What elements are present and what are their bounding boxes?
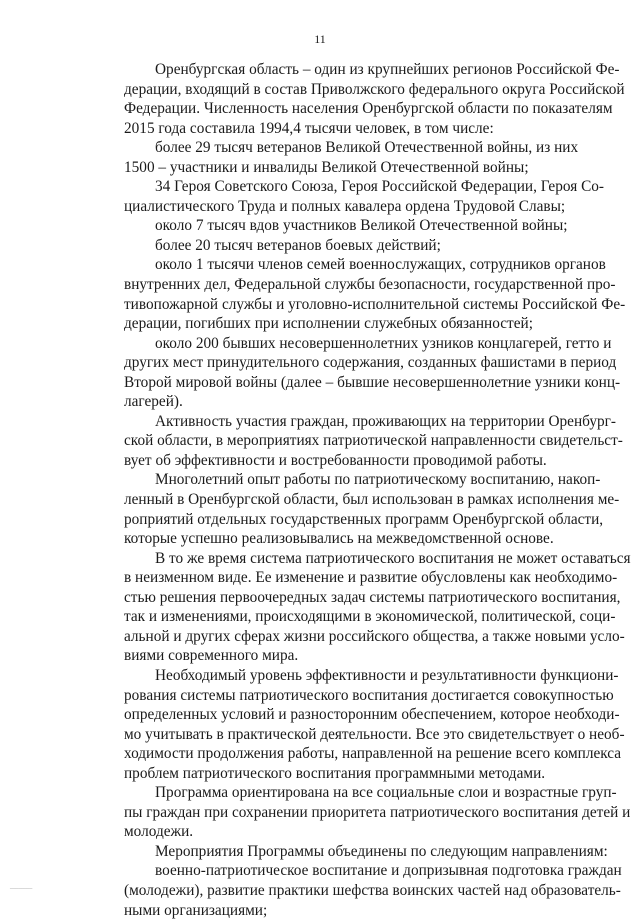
text-line: В то же время система патриотического воспитания не может оставаться [155,549,631,567]
text-line: Второй мировой войны (далее – бывшие несовершеннолетние узники конц- [124,373,621,391]
text-line: в неизменном виде. Ее изменение и развитие обусловлены как необходимо- [124,569,618,587]
paragraph [93,334,621,412]
text-line: внутренних дел, Федеральной службы безопасности, государственной про- [124,276,616,294]
text-line: дерации, погибших при исполнении служебных обязанностей; [124,315,533,333]
text-line: пы граждан при сохранении приоритета патриотического воспитания детей и [124,803,631,821]
page-number: 11 [314,32,326,46]
text-line: альной и других сферах жизни российского общества, а также новыми усло- [124,627,625,645]
text-line: тивопожарной службы и уголовно-исполнительной системы Российской Фе- [124,295,626,313]
text-line: проблем патриотического воспитания программными методами. [124,764,546,782]
text-line: которые успешно реализовывались на межведомственной основе. [124,530,554,548]
text-line: роприятий отдельных государственных программ Оренбургской области, [124,510,604,528]
text-line: Многолетний опыт работы по патриотическому воспитанию, накоп- [155,471,601,489]
text-line: ходимости продолжения работы, направленной на решение всего комплекса [124,745,622,763]
text-line: около 1 тысячи членов семей военнослужащих, сотрудников органов [155,256,606,274]
paragraph [93,138,579,177]
document-body [93,60,631,920]
text-line: около 7 тысяч вдов участников Великой Отечественной войны; [155,217,568,235]
paragraph [93,412,623,471]
text-line: дерации, входящий в состав Приволжского федерального округа Российской [124,80,625,98]
paragraph [93,861,622,920]
text-line: 34 Героя Советского Союза, Героя Российской Федерации, Героя Со- [155,178,605,196]
text-line: более 20 тысяч ветеранов боевых действий; [155,236,441,254]
text-line: рования системы патриотического воспитания достигается совокупностью [124,686,614,704]
paragraph [93,60,625,138]
text-line: военно-патриотическое воспитание и допризывная подготовка граждан [155,862,622,880]
text-line: 2015 года составила 1994,4 тысячи человек, в том числе: [124,119,494,137]
text-line: Оренбургская область – один из крупнейших регионов Российской Фе- [155,61,620,78]
paragraph [93,549,631,666]
text-line: стью решения первоочередных задач системы патриотического воспитания, [124,588,621,606]
text-line: Активность участия граждан, проживающих на территории Оренбург- [155,412,617,430]
text-line: Необходимый уровень эффективности и результативности функциони- [155,666,619,684]
text-line: (молодежи), развитие практики шефства воинских частей над образователь- [124,881,621,899]
text-line: ской области, в мероприятиях патриотической направленности свидетельст- [124,432,623,450]
text-line: других мест принудительного содержания, созданных фашистами в период [124,354,617,372]
paragraph [93,470,620,548]
text-line: 1500 – участники и инвалиды Великой Отечественной войны; [124,158,529,176]
text-line: мо учитывать в практической деятельности. Все это свидетельствует о необ- [124,725,625,743]
paragraph [93,177,605,216]
paragraph [93,255,626,333]
text-line: виями современного мира. [124,647,299,665]
text-line: молодежи. [124,823,194,841]
paragraph [93,666,625,783]
scan-footer-mark: ________ [10,884,33,890]
paragraph [93,842,608,862]
paragraph [93,216,571,236]
text-line: Программа ориентирована на все социальные слои и возрастные груп- [155,784,617,802]
text-line: Федерации. Численность населения Оренбургской области по показателям [124,100,613,118]
paragraph [93,236,571,256]
text-line: лагерей). [124,393,183,411]
text-line: ленный в Оренбургской области, был использован в рамках исполнения ме- [124,491,620,509]
text-line: Мероприятия Программы объединены по следующим направлениям: [155,842,608,860]
text-line: ными организациями; [124,901,268,919]
text-line: более 29 тысяч ветеранов Великой Отечественной войны, из них [155,139,579,157]
text-line: около 200 бывших несовершеннолетних узников концлагерей, гетто и [155,334,612,352]
paragraph [93,783,631,842]
text-line: так и изменениями, происходящими в экономической, политической, соци- [124,608,616,626]
text-line: определенных условий и разносторонним обеспечением, которое необходи- [124,706,620,724]
text-line: циалистического Труда и полных кавалера ордена Трудовой Славы; [124,197,566,215]
text-line: вует об эффективности и востребованности проводимой работы. [124,451,547,469]
